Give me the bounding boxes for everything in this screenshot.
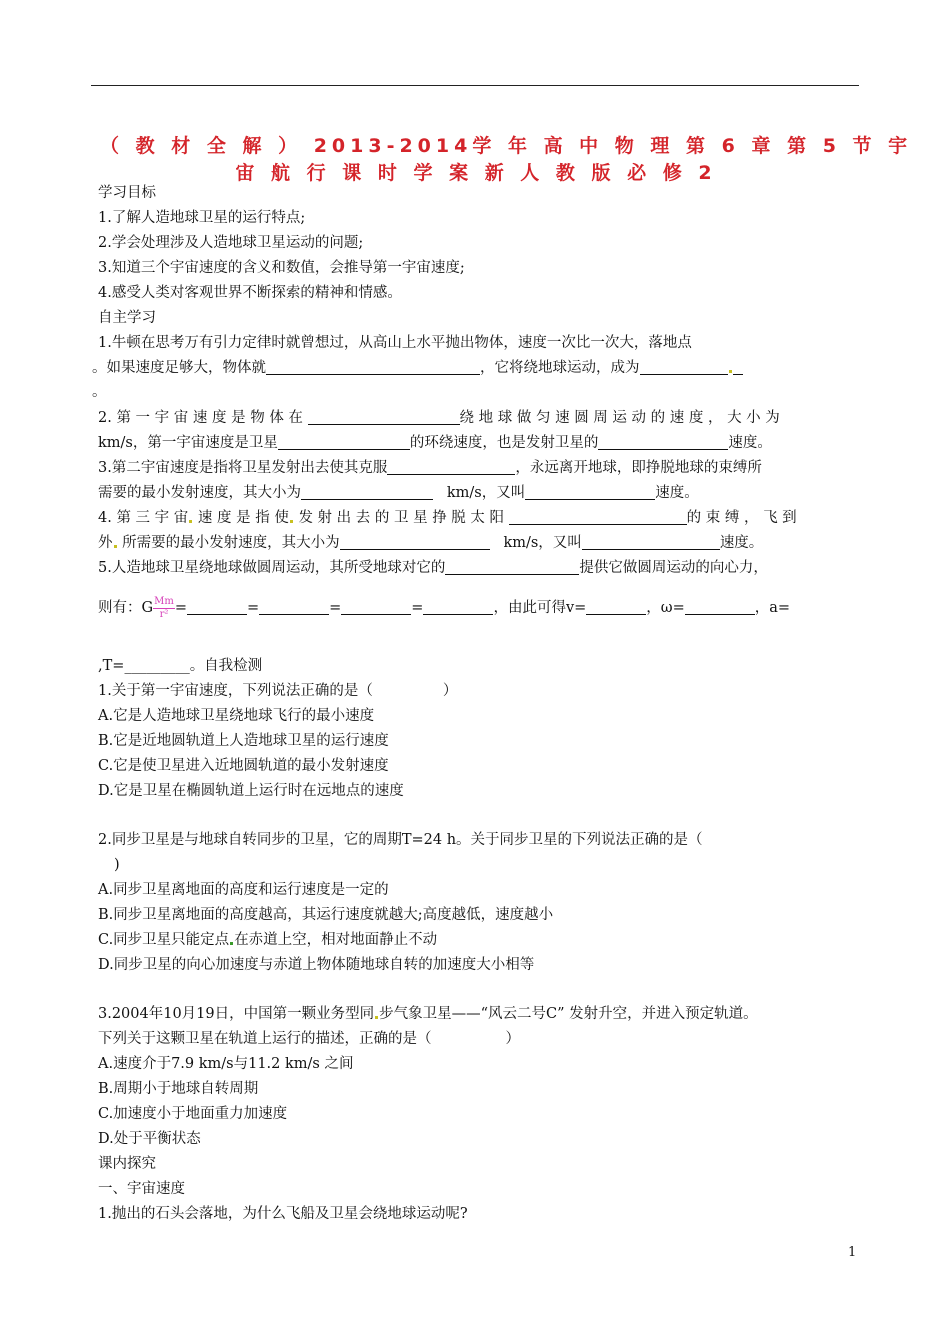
check-q2-stem: 2.同步卫星是与地球自转同步的卫星，它的周期T=24 h。关于同步卫星的下列说法正确的是（ [98, 832, 703, 848]
answer-bracket: ） [505, 1031, 520, 1047]
q5-line [98, 558, 768, 578]
formula-text: ，由此可得v= [493, 600, 587, 616]
fill-blank[interactable] [586, 599, 646, 615]
q3-line2 [98, 483, 699, 503]
fill-blank[interactable] [640, 359, 728, 375]
option-c [98, 930, 437, 950]
inquiry-question: 1.抛出的石头会落地，为什么飞船及卫星会绕地球运动呢? [98, 1206, 468, 1222]
q2-line2 [98, 433, 772, 453]
fill-blank[interactable]: _________ [124, 658, 190, 674]
goal-item: 4.感受人类对客观世界不断探索的精神和情感。 [98, 285, 402, 301]
q2-text: km/s，第一宇宙速度是卫星 [98, 435, 278, 451]
option: B.周期小于地球自转周期 [98, 1081, 259, 1097]
q1-text: 。如果速度足够大，物体就 [92, 360, 266, 376]
fill-blank[interactable] [423, 599, 493, 615]
t-text: ,T= [98, 658, 125, 674]
inquiry-subheading: 一、宇宙速度 [98, 1181, 185, 1197]
goal-item: 1.了解人造地球卫星的运行特点; [98, 210, 306, 226]
stray-mark [114, 545, 117, 548]
inquiry-heading: 课内探究 [98, 1156, 156, 1172]
answer-bracket: ) [114, 857, 120, 873]
header-rule [91, 85, 859, 86]
fill-blank[interactable] [733, 359, 743, 375]
q3-text: 3.第二宇宙速度是指将卫星发射出去使其克服 [98, 460, 388, 476]
question-stem: 下列关于这颗卫星在轨道上运行的描述，正确的是（ [98, 1031, 432, 1047]
fill-blank[interactable] [266, 359, 480, 375]
fill-blank[interactable] [341, 599, 411, 615]
option: A.它是人造地球卫星绕地球飞行的最小速度 [98, 708, 375, 724]
q4-line1 [98, 508, 797, 528]
stray-mark [230, 942, 233, 945]
option: A.同步卫星离地面的高度和运行速度是一定的 [98, 882, 389, 898]
option: C.加速度小于地面重力加速度 [98, 1106, 288, 1122]
goals-heading: 学习目标 [98, 185, 156, 201]
goal-item: 3.知道三个宇宙速度的含义和数值，会推导第一宇宙速度; [98, 260, 465, 276]
q2-line1 [98, 408, 780, 428]
question-stem: 步气象卫星——“风云二号C” 发射升空，并进入预定轨道。 [379, 1006, 758, 1022]
check-q1-stem [98, 681, 457, 701]
page-number: 1 [848, 1245, 857, 1260]
q4-text: km/s，又叫 [503, 535, 582, 551]
fill-blank[interactable] [582, 534, 720, 550]
answer-bracket: ） [442, 683, 458, 699]
doc-title-line1: （ 教 材 全 解 ） 2013-2014学 年 高 中 物 理 第 6 章 第 5 节 宇 [100, 135, 913, 157]
doc-title-line2: 宙 航 行 课 时 学 案 新 人 教 版 必 修 2 [235, 162, 717, 184]
fill-blank[interactable] [525, 484, 655, 500]
formula-text: ，ω= [646, 600, 685, 616]
q4-text: 发 射 出 去 的 卫 星 挣 脱 太 阳 [298, 510, 505, 526]
fill-blank[interactable] [387, 459, 515, 475]
stray-mark [375, 1016, 378, 1019]
fill-blank[interactable] [340, 534, 490, 550]
formula-text: 则有：G [98, 600, 154, 616]
q4-text: 速 度 是 指 使 [197, 510, 289, 526]
option: D.它是卫星在椭圆轨道上运行时在远地点的速度 [98, 783, 404, 799]
q3-line1 [98, 458, 762, 478]
q4-text: 的 束 缚 ， 飞 到 [686, 510, 797, 526]
option-text: C.同步卫星只能定点 [98, 932, 230, 948]
fill-blank[interactable] [509, 509, 687, 525]
fill-blank[interactable] [445, 559, 579, 575]
q2-text: 速度。 [728, 435, 772, 451]
q1-end: 。 [92, 384, 107, 400]
q3-text: km/s，又叫 [446, 485, 526, 501]
equals-sign: = [174, 600, 187, 616]
option: B.同步卫星离地面的高度越高，其运行速度就越大;高度越低，速度越小 [98, 907, 554, 923]
fill-blank[interactable] [308, 409, 460, 425]
fill-blank[interactable] [259, 599, 329, 615]
question-stem: 1.关于第一宇宙速度，下列说法正确的是（ [98, 683, 373, 699]
q2-text: 的环绕速度，也是发射卫星的 [409, 435, 599, 451]
option: D.处于平衡状态 [98, 1131, 201, 1147]
q5-text: 5.人造地球卫星绕地球做圆周运动，其所受地球对它的 [98, 560, 446, 576]
fill-blank[interactable] [187, 599, 247, 615]
fill-blank[interactable] [598, 434, 728, 450]
option: B.它是近地圆轨道上人造地球卫星的运行速度 [98, 733, 389, 749]
formula-text: ，a= [754, 600, 791, 616]
q5-text: 提供它做圆周运动的向心力， [579, 560, 768, 576]
equals-sign: = [246, 600, 260, 616]
stray-mark [729, 370, 732, 373]
fill-blank[interactable] [278, 434, 410, 450]
q4-text: 速度。 [719, 535, 764, 551]
option-text: 在赤道上空，相对地面静止不动 [234, 932, 438, 948]
q2-text: 2. 第 一 宇 宙 速 度 是 物 体 在 [98, 410, 303, 426]
check-q3-stem2 [98, 1029, 520, 1049]
q3-text: 速度。 [655, 485, 699, 501]
q3-text: ，永远离开地球，即挣脱地球的束缚所 [515, 460, 762, 476]
fill-blank[interactable] [685, 599, 755, 615]
stray-mark [290, 520, 293, 523]
q4-text: 4. 第 三 宇 宙 [98, 510, 189, 526]
fraction-numerator: Mm [154, 595, 174, 607]
fraction-denominator: r² [159, 608, 169, 620]
check-q3-stem [98, 1004, 758, 1024]
q4-line2 [98, 533, 763, 553]
formula-line [98, 595, 790, 621]
option: A.速度介于7.9 km/s与11.2 km/s 之间 [98, 1056, 354, 1072]
equals-sign: = [329, 600, 342, 616]
self-study-heading: 自主学习 [98, 310, 156, 326]
q1-line: 1.牛顿在思考万有引力定律时就曾想过，从高山上水平抛出物体，速度一次比一次大，落地点 [98, 335, 692, 351]
fraction [153, 596, 175, 621]
q1-text: ，它将绕地球运动，成为 [480, 360, 640, 376]
fill-blank[interactable] [301, 484, 433, 500]
option: D.同步卫星的向心加速度与赤道上物体随地球自转的加速度大小相等 [98, 957, 535, 973]
question-stem: 3.2004年10月19日，中国第一颗业务型同 [98, 1006, 375, 1022]
stray-mark [189, 520, 192, 523]
q4-text: 外 [98, 535, 113, 551]
self-check-heading: 。自我检测 [189, 658, 263, 674]
q2-text: 绕 地 球 做 匀 速 圆 周 运 动 的 速 度 ， 大 小 为 [459, 410, 780, 426]
q3-text: 需要的最小发射速度，其大小为 [98, 485, 301, 501]
goal-item: 2.学会处理涉及人造地球卫星运动的问题; [98, 235, 364, 251]
t-line [98, 656, 262, 676]
q4-text: 所需要的最小发射速度，其大小为 [122, 535, 340, 551]
q1-line2 [92, 358, 743, 378]
option: C.它是使卫星进入近地圆轨道的最小发射速度 [98, 758, 389, 774]
equals-sign: = [411, 600, 424, 616]
